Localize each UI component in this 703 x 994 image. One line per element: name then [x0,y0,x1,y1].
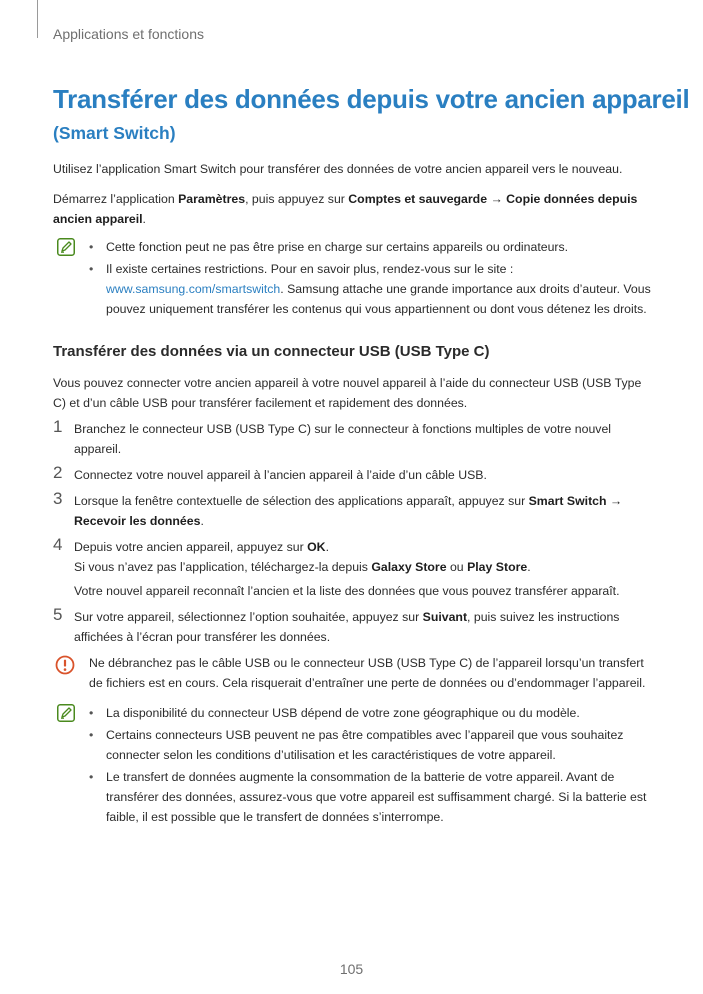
note-text: Il existe certaines restrictions. Pour en savoir plus, rendez-vous sur le site : [106,262,514,276]
note-icon [57,238,75,256]
note-block-2 [53,703,653,827]
arrow: → [487,192,507,206]
step-text: Depuis votre ancien appareil, appuyez sur [74,540,308,554]
caution-text: Ne débranchez pas le câble USB ou le connecteur USB (USB Type C) de l’appareil lorsqu’un transfert de fichiers est en cours. Cela risquerait d’entraîner une perte de données ou d’endommager l’appareil. [89,656,646,690]
step-text: Votre nouvel appareil reconnaît l’ancien et la liste des données que vous pouvez transférer apparaît. [74,584,620,598]
step-1 [53,419,653,459]
step-number: 5 [53,605,63,624]
launch-pre: Démarrez l’application [53,192,179,206]
note-text: Cette fonction peut ne pas être prise en charge sur certains appareils ou ordinateurs. [106,240,569,254]
launch-mid: , puis appuyez sur [245,192,349,206]
page-subtitle: (Smart Switch) [53,123,176,143]
main-content [53,82,690,829]
bullet: • [89,262,94,276]
note-icon [57,704,75,722]
intro-paragraph: Utilisez l’application Smart Switch pour transférer des données de votre ancien appareil vers le nouveau. [53,162,623,176]
caution-block [53,653,653,693]
step-text: ou [446,560,468,574]
galaxy-store-label: Galaxy Store [371,560,447,574]
page-number: 105 [339,961,364,977]
note-block-1 [53,237,653,319]
step-2 [53,465,653,485]
receive-data-label: Recevoir les données [74,514,201,528]
step-end: . [200,514,204,528]
play-store-label: Play Store [467,560,528,574]
step-end: . [325,540,329,554]
samsung-smartswitch-link[interactable]: www.samsung.com/smartswitch [106,282,281,296]
smart-switch-label: Smart Switch [528,494,607,508]
caution-icon [55,655,75,675]
chapter-header: Applications et fonctions [53,26,204,42]
copy-data-label: Copie données depuis ancien appareil [53,192,638,226]
note-text: La disponibilité du connecteur USB dépend de votre zone géographique ou du modèle. [106,706,580,720]
step-text: Lorsque la fenêtre contextuelle de sélection des applications apparaît, appuyez sur [74,494,529,508]
bullet: • [89,240,94,254]
note-item [87,237,653,257]
note-item [87,259,653,319]
bullet: • [89,706,94,720]
bullet: • [89,770,94,784]
launch-instructions [53,189,653,229]
note-text: Le transfert de données augmente la consommation de la batterie de votre appareil. Avant de transférer des données, assurez-vous que votre appareil est suffisamment chargé. Si la batterie est faible, il est possible que le transfert de données s’interrompe. [106,770,647,824]
step-number: 4 [53,535,63,554]
step-number: 2 [53,463,63,482]
step-number: 3 [53,489,63,508]
launch-end: . [142,212,146,226]
step-end: . [527,560,531,574]
note-item [87,767,653,827]
note-text: Certains connecteurs USB peuvent ne pas être compatibles avec l’appareil que vous souhaitez connecter selon les conditions d’utilisation et les caractéristiques de votre appareil. [106,728,624,762]
step-5 [53,607,653,647]
page-title: Transférer des données depuis votre ancien appareil [53,84,690,114]
section-heading: Transférer des données via un connecteur USB (USB Type C) [53,343,490,360]
note-item [87,703,653,723]
header-rule [37,0,38,38]
step-text: , puis suivez les instructions affichées à l’écran pour transférer les données. [74,610,620,644]
accounts-backup-label: Comptes et sauvegarde [348,192,488,206]
next-label: Suivant [422,610,468,624]
step-number: 1 [53,417,63,436]
step-text: Sur votre appareil, sélectionnez l’option souhaitée, appuyez sur [74,610,423,624]
note-text: . Samsung attache une grande importance aux droits d’auteur. Vous pouvez uniquement transférer les contenus qui vous appartiennent ou dont vous détenez les droits. [106,282,651,316]
ok-label: OK [307,540,326,554]
settings-label: Paramètres [178,192,246,206]
step-3 [53,491,653,531]
note-item [87,725,653,765]
step-text: Si vous n’avez pas l’application, téléchargez-la depuis [74,560,372,574]
section-intro: Vous pouvez connecter votre ancien appareil à votre nouvel appareil à l’aide du connecteur USB (USB Type C) et d’un câble USB pour transférer facilement et rapidement des données. [53,376,642,410]
step-text: Connectez votre nouvel appareil à l’ancien appareil à l’aide d’un câble USB. [74,468,487,482]
bullet: • [89,728,94,742]
step-4 [53,537,653,601]
step-text: Branchez le connecteur USB (USB Type C) sur le connecteur à fonctions multiples de votre nouvel appareil. [74,422,612,456]
arrow: → [606,494,623,508]
